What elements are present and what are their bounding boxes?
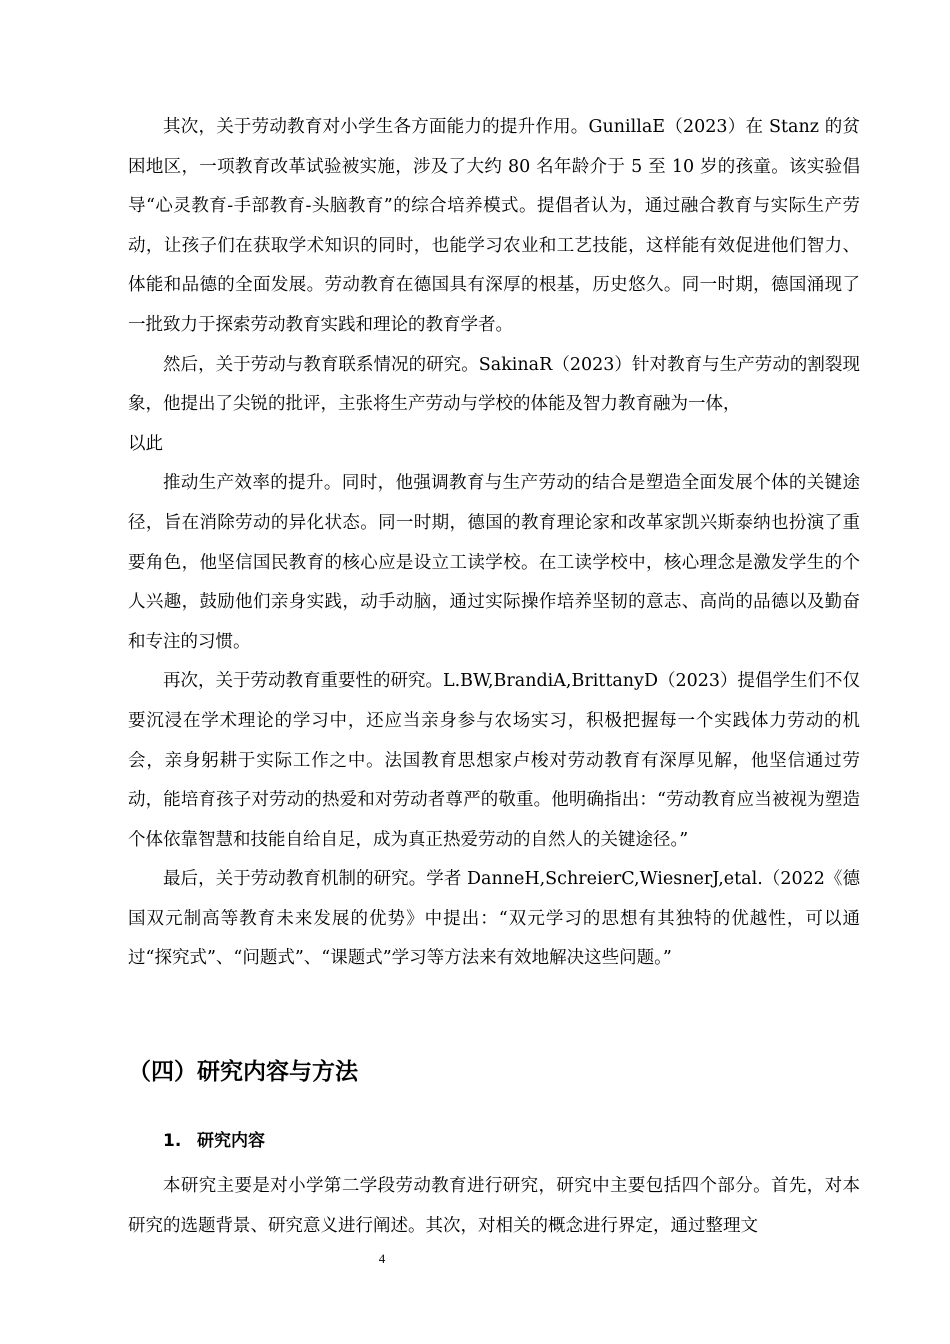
paragraph-fragment: 以此 [128,433,163,454]
paragraph-labor-education-link: 然后，关于劳动与教育联系情况的研究。SakinaR（2023）针对教育与生产劳动的割裂现象，他提出了尖锐的批评，主张将生产劳动与学校的体能及智力教育融为一体， [128,354,860,415]
paragraph-labor-mechanism: 最后，关于劳动教育机制的研究。学者 DanneH,SchreierC,WiesnerJ,etal.（2022《德国双元制高等教育未来发展的优势》中提出：“双元学习的思想有其独特的优越性，可以通过“探究式”、“问题式”、“课题式”学习等方法来有效地解决这些问题。” [128,869,860,969]
paragraph-research-content: 本研究主要是对小学第二学段劳动教育进行研究，研究中主要包括四个部分。首先，对本研究的选题背景、研究意义进行阐述。其次，对相关的概念进行界定，通过整理文 [128,1176,860,1236]
section-heading: （四）研究内容与方法 [128,1059,358,1085]
subsection-number: 1. [163,1131,182,1151]
page-number: 4 [378,1251,386,1266]
paragraph-labor-importance: 再次，关于劳动教育重要性的研究。L.BW,BrandiA,BrittanyD（2023）提倡学生们不仅要沉浸在学术理论的学习中，还应当亲身参与农场实习，积极把握每一个实践体力劳动的机会，亲身躬耕于实际工作之中。法国教育思想家卢梭对劳动教育有深厚见解，他坚信通过劳动，能培育孩子对劳动的热爱和对劳动者尊严的敬重。他明确指出：“劳动教育应当被视为塑造个体依靠智慧和技能自给自足，成为真正热爱劳动的自然人的关键途径。” [128,671,861,850]
research-content-text [128,1167,860,1246]
body-text [128,108,860,979]
paragraph-production-efficiency: 推动生产效率的提升。同时，他强调教育与生产劳动的结合是塑造全面发展个体的关键途径，旨在消除劳动的异化状态。同一时期，德国的教育理论家和改革家凯兴斯泰纳也扮演了重要角色，他坚信国民教育的核心应是设立工读学校。在工读学校中，核心理念是激发学生的个人兴趣，鼓励他们亲身实践，动手动脑，通过实际操作培养坚韧的意志、高尚的品德以及勤奋和专注的习惯。 [128,473,860,652]
paragraph-ability-improvement: 其次，关于劳动教育对小学生各方面能力的提升作用。GunillaE（2023）在 Stanz 的贫困地区，一项教育改革试验被实施，涉及了大约 80 名年龄介于 5 至 10 岁的孩童。该实验倡导“心灵教育-手部教育-头脑教育”的综合培养模式。提倡者认为，通过融合教育与实际生产劳动，让孩子们在获取学术知识的同时，也能学习农业和工艺技能，这样能有效促进他们智力、体能和品德的全面发展。劳动教育在德国具有深厚的根基，历史悠久。同一时期，德国涌现了一批致力于探索劳动教育实践和理论的教育学者。 [128,117,860,335]
subsection-heading [163,1124,265,1158]
subsection-title: 研究内容 [197,1131,265,1151]
